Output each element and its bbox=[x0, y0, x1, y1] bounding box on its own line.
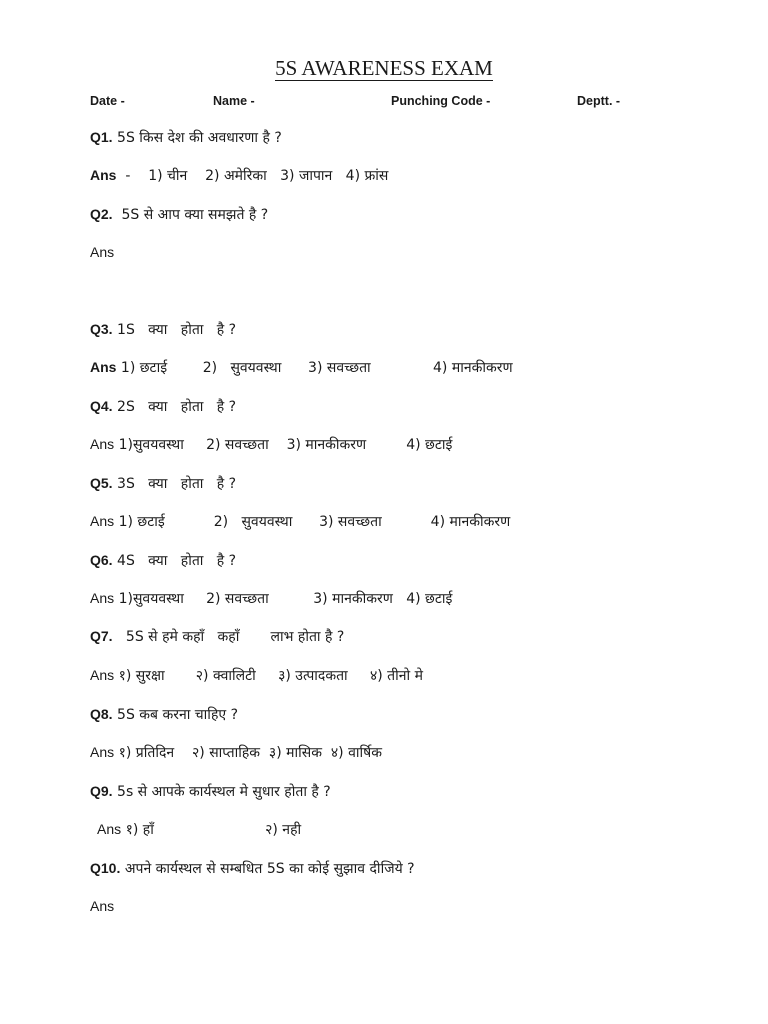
question-text: 4S क्या होता है ? bbox=[117, 553, 237, 569]
answer-label: Ans bbox=[90, 590, 115, 606]
answer-label: Ans bbox=[90, 667, 115, 683]
question-text: 5S से हमे कहाँ कहाँ लाभ होता है ? bbox=[121, 629, 345, 645]
answer-10 bbox=[90, 898, 114, 915]
question-text: 2S क्या होता है ? bbox=[117, 399, 237, 415]
question-3 bbox=[90, 320, 236, 339]
question-4 bbox=[90, 397, 236, 416]
question-text: 3S क्या होता है ? bbox=[117, 476, 237, 492]
question-text: 5s से आपके कार्यस्थल मे सुधार होता है ? bbox=[117, 784, 331, 800]
question-text: अपने कार्यस्थल से सम्बधित 5S का कोई सुझाव दीजिये ? bbox=[124, 861, 415, 877]
answer-label: Ans bbox=[90, 436, 115, 452]
option-2: २) नही bbox=[265, 822, 302, 838]
answer-label: Ans bbox=[90, 898, 115, 914]
answer-7 bbox=[90, 666, 423, 685]
page-title bbox=[0, 56, 768, 81]
answer-label: Ans bbox=[90, 167, 117, 183]
question-9 bbox=[90, 782, 331, 801]
option-1: 1)सुवयवस्था bbox=[118, 591, 184, 607]
department-field: Deptt. - bbox=[577, 94, 621, 108]
question-label: Q10. bbox=[90, 860, 121, 876]
option-2: 2) सवच्छता bbox=[206, 591, 269, 607]
option-1: 1) छटाई bbox=[120, 360, 168, 376]
option-3: ३) उत्पादकता bbox=[278, 668, 348, 684]
option-2: 2) सुवयवस्था bbox=[213, 514, 293, 530]
option-2: 2) अमेरिका bbox=[205, 168, 267, 184]
option-2: २) साप्ताहिक bbox=[192, 745, 261, 761]
option-3: 3) सवच्छता bbox=[308, 360, 371, 376]
option-3: 3) सवच्छता bbox=[319, 514, 382, 530]
question-2 bbox=[90, 205, 268, 224]
answer-9 bbox=[97, 820, 301, 839]
option-3: 3) जापान bbox=[280, 168, 333, 184]
question-5 bbox=[90, 474, 236, 493]
question-text: 5S किस देश की अवधारणा है ? bbox=[117, 130, 282, 146]
option-1: १) प्रतिदिन bbox=[118, 745, 175, 761]
option-2: 2) सवच्छता bbox=[206, 437, 269, 453]
answer-label: Ans bbox=[90, 744, 115, 760]
name-field: Name - bbox=[213, 94, 255, 108]
answer-label: Ans bbox=[97, 821, 122, 837]
question-7 bbox=[90, 627, 344, 646]
question-text: 5S कब करना चाहिए ? bbox=[117, 707, 238, 723]
question-text: 5S से आप क्या समझते है ? bbox=[121, 207, 269, 223]
question-label: Q8. bbox=[90, 706, 113, 722]
option-2: २) क्वालिटी bbox=[195, 668, 256, 684]
option-1: 1)सुवयवस्था bbox=[118, 437, 184, 453]
answer-4 bbox=[90, 435, 452, 454]
answer-3 bbox=[90, 358, 513, 377]
question-label: Q7. bbox=[90, 628, 113, 644]
question-8 bbox=[90, 705, 238, 724]
option-3: 3) मानकीकरण bbox=[313, 591, 393, 607]
question-1 bbox=[90, 128, 282, 147]
option-4: 4) छटाई bbox=[406, 591, 453, 607]
question-label: Q5. bbox=[90, 475, 113, 491]
answer-1 bbox=[90, 166, 388, 185]
question-10 bbox=[90, 859, 415, 878]
option-1: १) सुरक्षा bbox=[118, 668, 165, 684]
option-3: ३) मासिक bbox=[268, 745, 322, 761]
option-2: 2) सुवयवस्था bbox=[202, 360, 282, 376]
question-text: 1S क्या होता है ? bbox=[117, 322, 237, 338]
title-text: 5S AWARENESS EXAM bbox=[275, 56, 493, 80]
question-label: Q3. bbox=[90, 321, 113, 337]
option-1: १) हाँ bbox=[125, 822, 154, 838]
question-label: Q2. bbox=[90, 206, 113, 222]
question-label: Q9. bbox=[90, 783, 113, 799]
option-1: 1) छटाई bbox=[118, 514, 165, 530]
option-4: 4) मानकीकरण bbox=[433, 360, 513, 376]
option-4: 4) छटाई bbox=[406, 437, 453, 453]
question-label: Q4. bbox=[90, 398, 113, 414]
answer-8 bbox=[90, 743, 382, 762]
option-1: - 1) चीन bbox=[125, 168, 188, 184]
answer-label: Ans bbox=[90, 244, 115, 260]
date-field: Date - bbox=[90, 94, 125, 108]
punching-code-field: Punching Code - bbox=[391, 94, 491, 108]
answer-label: Ans bbox=[90, 513, 115, 529]
answer-6 bbox=[90, 589, 452, 608]
question-label: Q1. bbox=[90, 129, 113, 145]
option-3: 3) मानकीकरण bbox=[286, 437, 367, 453]
answer-2 bbox=[90, 244, 114, 261]
option-4: ४) तीनो मे bbox=[369, 668, 423, 684]
option-4: 4) मानकीकरण bbox=[430, 514, 511, 530]
question-label: Q6. bbox=[90, 552, 113, 568]
answer-5 bbox=[90, 512, 510, 531]
answer-label: Ans bbox=[90, 359, 117, 375]
option-4: ४) वार्षिक bbox=[330, 745, 382, 761]
option-4: 4) फ्रांस bbox=[345, 168, 389, 184]
question-6 bbox=[90, 551, 236, 570]
